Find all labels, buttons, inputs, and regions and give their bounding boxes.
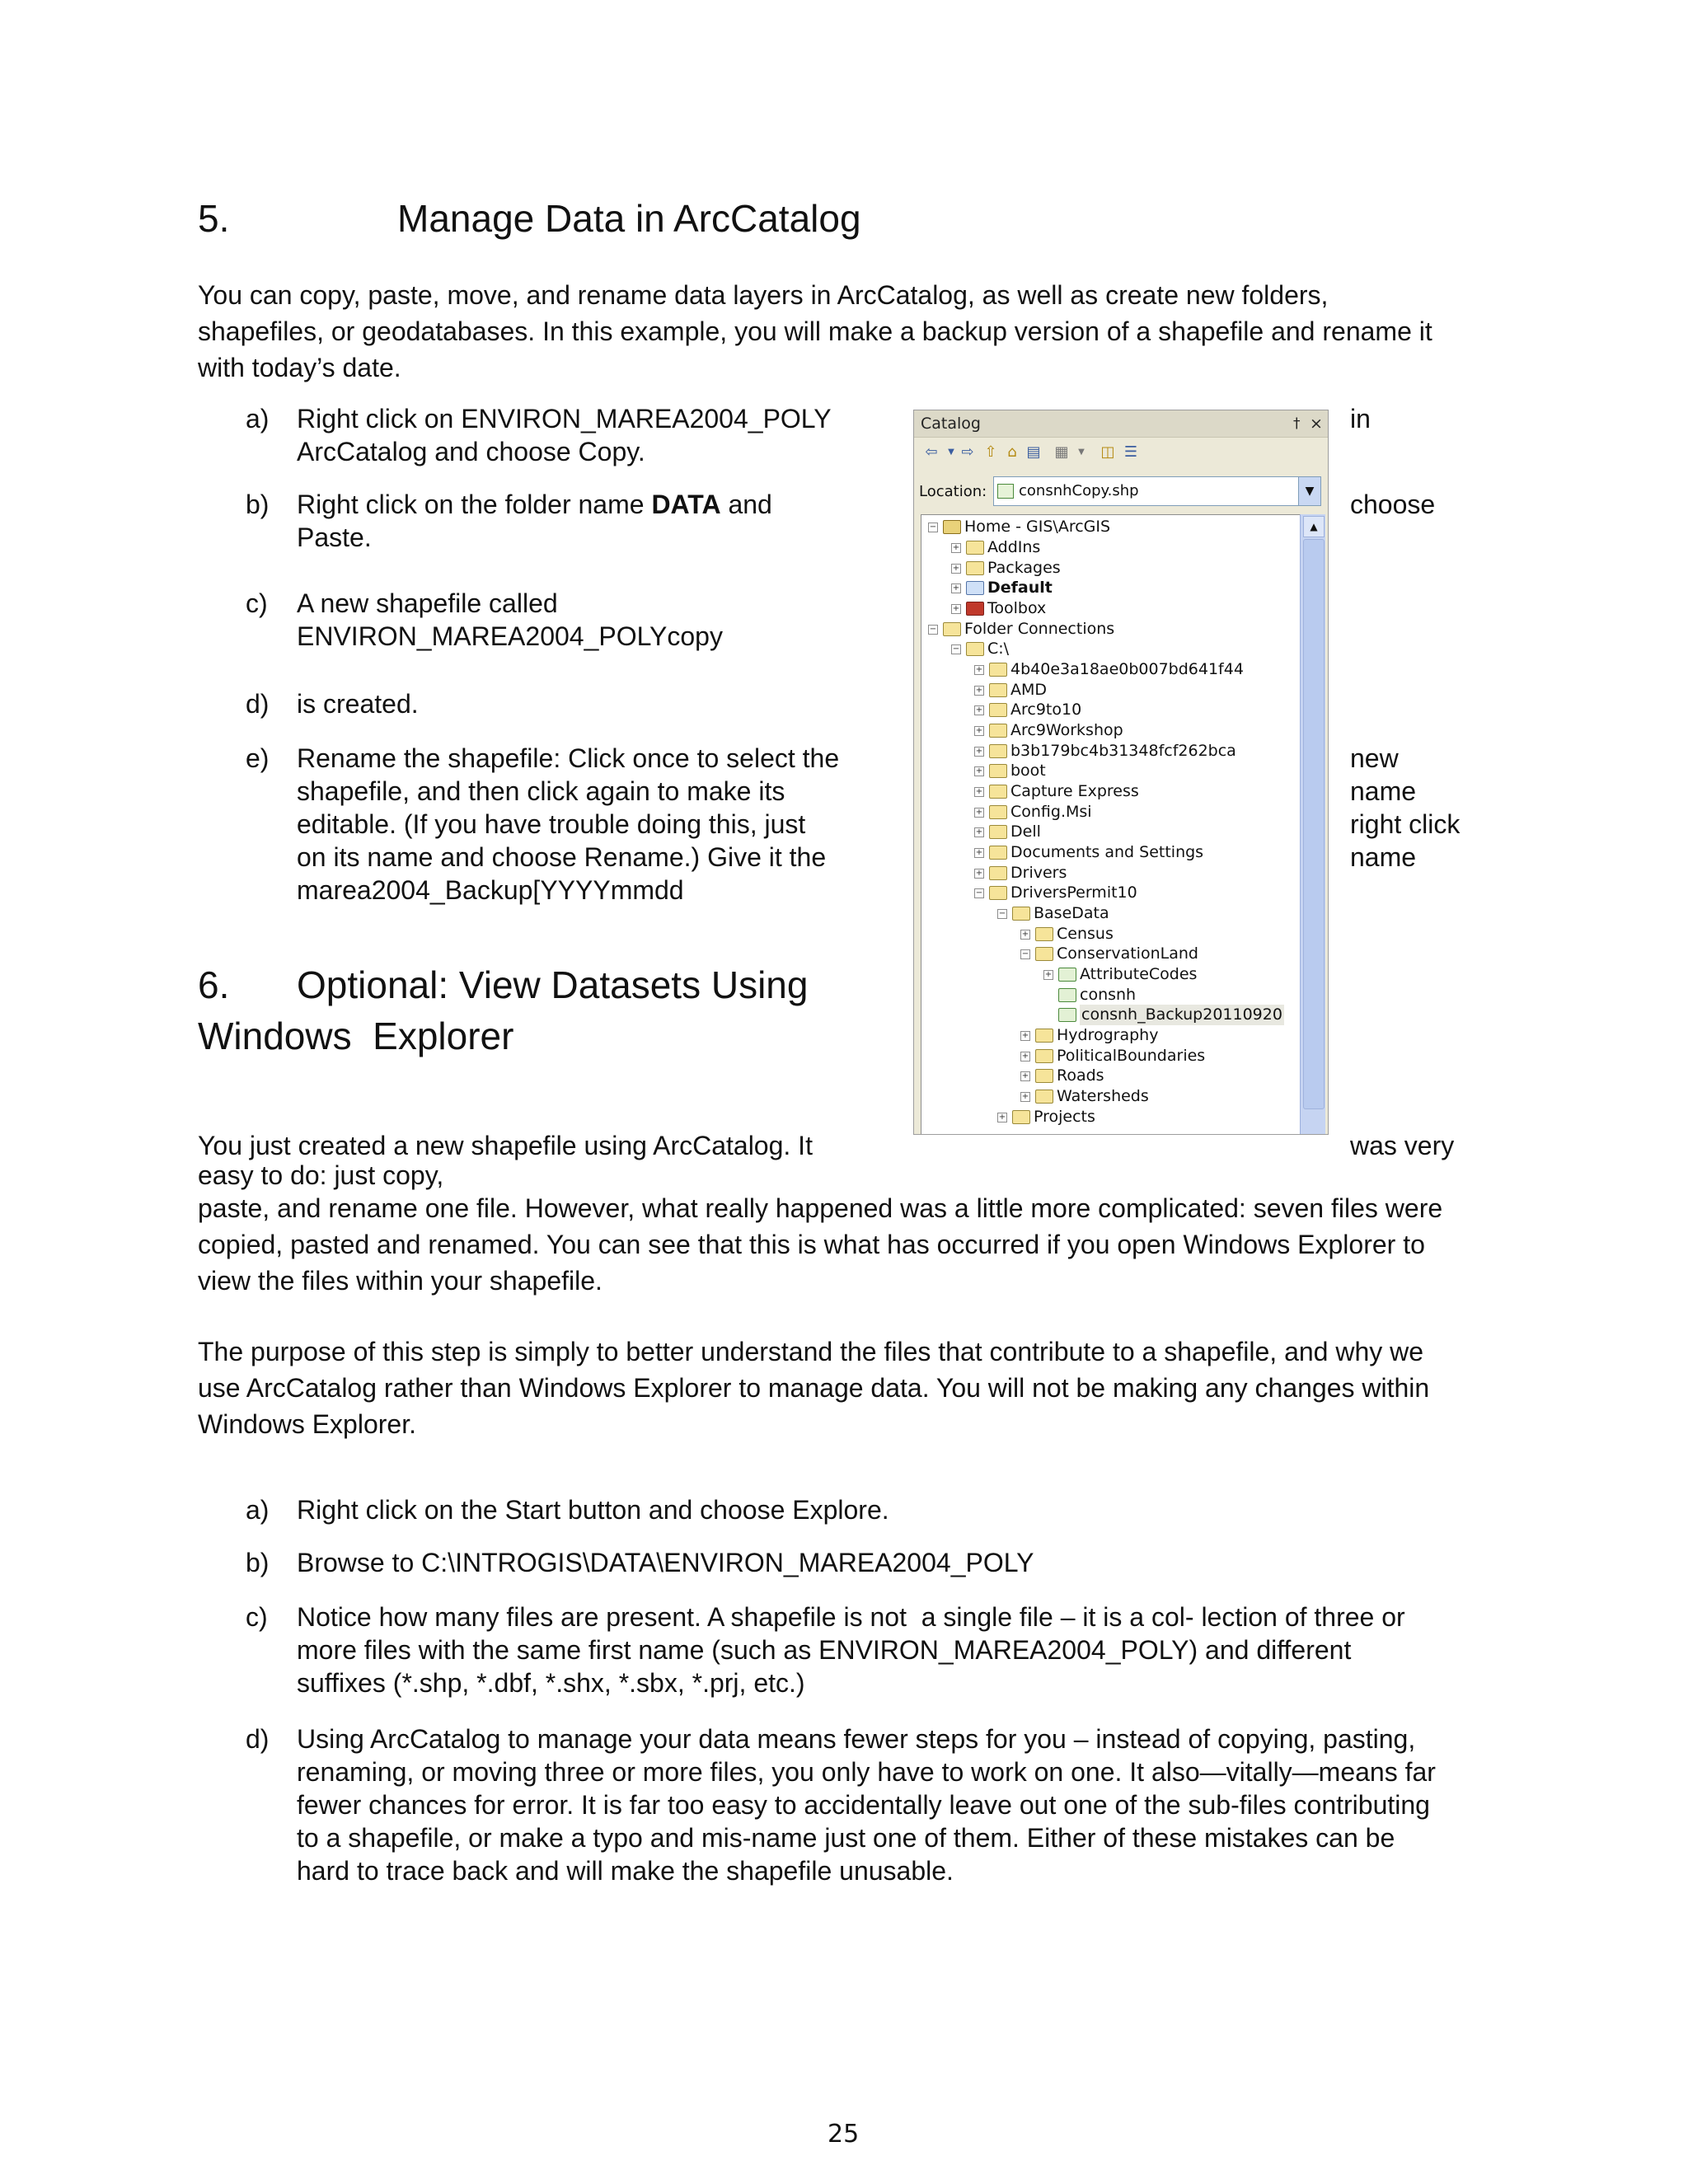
step5-e-side3: right click — [1350, 809, 1461, 839]
step6-d — [198, 1722, 1517, 1887]
folder-icon — [966, 541, 984, 555]
step6-a — [198, 1493, 1517, 1526]
folder-icon — [989, 825, 1007, 839]
step-text-line2: renaming, or moving three or more files, you only have to work on one. It also—vitally—means far — [297, 1757, 1436, 1787]
folder-icon — [989, 785, 1007, 799]
section6-p1-side: was very — [1350, 1131, 1455, 1160]
location-label: Location: — [919, 483, 987, 500]
toolbox-icon — [966, 602, 984, 616]
step-text: is created. — [297, 689, 419, 719]
step-text-line4: to a shapefile, or make a typo and mis-name just one of them. Either of these mistakes can be — [297, 1823, 1395, 1853]
step6-b — [198, 1546, 1517, 1579]
step5-e-side1: new — [1350, 743, 1399, 773]
catalog-window — [913, 410, 1329, 1135]
pin-icon[interactable]: † — [1293, 415, 1301, 432]
step-marker: d) — [246, 1724, 270, 1754]
step-text-line2: shapefile, and then click again to make its — [297, 776, 785, 806]
section5-title: Manage Data in ArcCatalog — [397, 197, 861, 240]
folder-icon — [989, 744, 1007, 758]
section6-p1-line4: copied, pasted and renamed. You can see that this is what has occurred if you open Windows Explorer to — [198, 1230, 1425, 1259]
section6-p2-line2: use ArcCatalog rather than Windows Explorer to manage data. You will not be making any changes within — [198, 1373, 1430, 1403]
view-dropdown-icon[interactable]: ▼ — [1078, 448, 1085, 457]
step5-a-side: in — [1350, 404, 1371, 434]
folder-icon — [989, 846, 1007, 860]
scroll-up-icon[interactable]: ▲ — [1303, 516, 1325, 537]
step-text-line4: on its name and choose Rename.) Give it the — [297, 842, 827, 872]
folder-icon — [1035, 1029, 1053, 1043]
folder-icon — [989, 683, 1007, 697]
step-text-line3: editable. (If you have trouble doing this, just — [297, 809, 806, 839]
section6-number: 6. — [198, 963, 230, 1006]
section6-p2-line3: Windows Explorer. — [198, 1409, 416, 1439]
back-arrow-icon[interactable]: ⇦ — [925, 443, 938, 461]
step-text-line1 — [297, 488, 772, 521]
home-folder-icon — [943, 520, 961, 534]
step5-e — [198, 742, 882, 907]
shapefile-icon — [1058, 1008, 1076, 1022]
scroll-thumb[interactable] — [1303, 539, 1325, 1109]
chevron-down-icon[interactable]: ▼ — [1298, 477, 1320, 505]
catalog-titlebar — [914, 410, 1328, 438]
step-marker: c) — [246, 1602, 268, 1632]
step5-c — [198, 587, 882, 653]
step-text-line2: ENVIRON_MAREA2004_POLYcopy — [297, 621, 723, 651]
location-value: consnhCopy.shp — [1019, 482, 1139, 499]
step-text-line2: Paste. — [297, 523, 372, 552]
back-dropdown-icon[interactable]: ▼ — [948, 448, 954, 457]
section6-title-line2: Windows Explorer — [198, 1015, 514, 1057]
step-text-line3: fewer chances for error. It is far too easy to accidentally leave out one of the sub-files contributing — [297, 1790, 1430, 1820]
folder-icon — [1035, 927, 1053, 941]
step-marker: e) — [246, 743, 270, 773]
catalog-title: Catalog — [921, 415, 981, 433]
view-grid-icon[interactable]: ▦ — [1054, 443, 1069, 461]
location-combobox[interactable] — [993, 476, 1321, 506]
section5-intro-line1: You can copy, paste, move, and rename data layers in ArcCatalog, as well as create new folders, — [198, 280, 1329, 310]
catalog-toolbar — [917, 440, 1321, 466]
folder-icon — [1035, 947, 1053, 961]
section6-p1-line2: easy to do: just copy, — [198, 1160, 444, 1190]
step-marker: a) — [246, 404, 270, 434]
toggle-tree-icon[interactable]: ☰ — [1123, 443, 1138, 461]
folder-icon — [1035, 1069, 1053, 1083]
step5-b — [198, 488, 882, 554]
database-icon — [966, 581, 984, 595]
section6-p2-line1: The purpose of this step is simply to better understand the files that contribute to a shapefile, and why we — [198, 1337, 1424, 1366]
section5-intro-line3: with today’s date. — [198, 353, 401, 382]
step-text-line5: marea2004_Backup[YYYYmmdd — [297, 875, 684, 905]
home-icon[interactable]: ⌂ — [1007, 443, 1017, 461]
folder-connections-icon — [943, 622, 961, 636]
connect-folder-icon[interactable]: ▤ — [1026, 443, 1041, 461]
step-marker: d) — [246, 689, 270, 719]
folder-icon — [989, 703, 1007, 717]
new-folder-icon[interactable]: ◫ — [1100, 443, 1115, 461]
tree-scrollbar[interactable] — [1300, 514, 1325, 1134]
step-text: Browse to C:\INTROGIS\DATA\ENVIRON_MAREA2004_POLY — [297, 1548, 1034, 1577]
up-folder-icon[interactable]: ⇧ — [984, 443, 997, 461]
step-marker: b) — [246, 490, 270, 519]
step-text-line5: hard to trace back and will make the shapefile unusable. — [297, 1856, 954, 1886]
step-marker: a) — [246, 1495, 270, 1525]
step5-b-side: choose — [1350, 490, 1436, 519]
forward-arrow-icon[interactable]: ⇨ — [961, 443, 974, 461]
folder-name-bold: DATA — [651, 490, 721, 519]
section6-p1-line1: You just created a new shapefile using ArcCatalog. It — [198, 1131, 813, 1160]
table-icon — [1058, 968, 1076, 982]
folder-icon — [966, 561, 984, 575]
section5-intro-line2: shapefiles, or geodatabases. In this example, you will make a backup version of a shapefile and rename it — [198, 316, 1432, 346]
step-marker: b) — [246, 1548, 270, 1577]
step5-e-side4: name — [1350, 842, 1417, 872]
catalog-tree: − Home - GIS\ArcGIS + AddIns + Packages + Default + Toolbox − Folder Connections − C:\ + 4b40e3a18ae0b007bd641f44 + AMD + Arc9to10 + Arc9Workshop + b3b179bc4b31348fcf262bca + boot + Capture Express + Config.Msi + Dell + Documents and Settings + Drivers − DriversPermit10 − BaseData + Census − ConservationLand + AttributeCodes consnh consnh_Backup20110920 + Hydrography + PoliticalBoundaries + Roads + Watersheds + Projects — [921, 514, 1301, 1135]
step-text: Right click on the Start button and choose Explore. — [297, 1495, 889, 1525]
step-text-line1: Using ArcCatalog to manage your data means fewer steps for you – instead of copying, pasting, — [297, 1724, 1416, 1754]
folder-icon — [989, 886, 1007, 900]
folder-icon — [989, 663, 1007, 677]
folder-icon — [989, 764, 1007, 778]
step-text-line1: Notice how many files are present. A shapefile is not a single file – it is a col- lection of three or — [297, 1602, 1405, 1632]
folder-icon — [1012, 1110, 1030, 1124]
page-number: 25 — [828, 2120, 860, 2149]
close-icon[interactable]: × — [1310, 415, 1323, 433]
step5-e-side2: name — [1350, 776, 1417, 806]
step-text-pre: Right click on the folder name — [297, 490, 652, 519]
shapefile-icon — [997, 484, 1014, 499]
shapefile-icon — [1058, 988, 1076, 1002]
step5-a — [198, 402, 882, 468]
folder-icon — [1012, 907, 1030, 921]
step-text-line3: suffixes (*.shp, *.dbf, *.shx, *.sbx, *.prj, etc.) — [297, 1668, 805, 1698]
step-text-post: and — [720, 490, 772, 519]
step-text-line1: Rename the shapefile: Click once to select the — [297, 743, 840, 773]
folder-icon — [1035, 1090, 1053, 1104]
section5-number: 5. — [198, 197, 230, 240]
folder-icon — [966, 642, 984, 656]
step-text-line2: ArcCatalog and choose Copy. — [297, 437, 645, 466]
folder-icon — [989, 805, 1007, 819]
section6-p1-line5: view the files within your shapefile. — [198, 1266, 603, 1296]
step-text-line2: more files with the same first name (such as ENVIRON_MAREA2004_POLY) and different — [297, 1635, 1352, 1665]
folder-icon — [989, 866, 1007, 880]
folder-icon — [989, 724, 1007, 738]
step5-d — [198, 687, 882, 720]
step-marker: c) — [246, 588, 268, 618]
step-text-line1: Right click on ENVIRON_MAREA2004_POLY — [297, 404, 832, 434]
step-text-line1: A new shapefile called — [297, 588, 558, 618]
folder-icon — [1035, 1049, 1053, 1063]
step6-c — [198, 1601, 1517, 1699]
section6-p1-line3: paste, and rename one file. However, what really happened was a little more complicated: seven files were — [198, 1193, 1443, 1223]
section6-title-line1: Optional: View Datasets Using — [297, 963, 809, 1006]
